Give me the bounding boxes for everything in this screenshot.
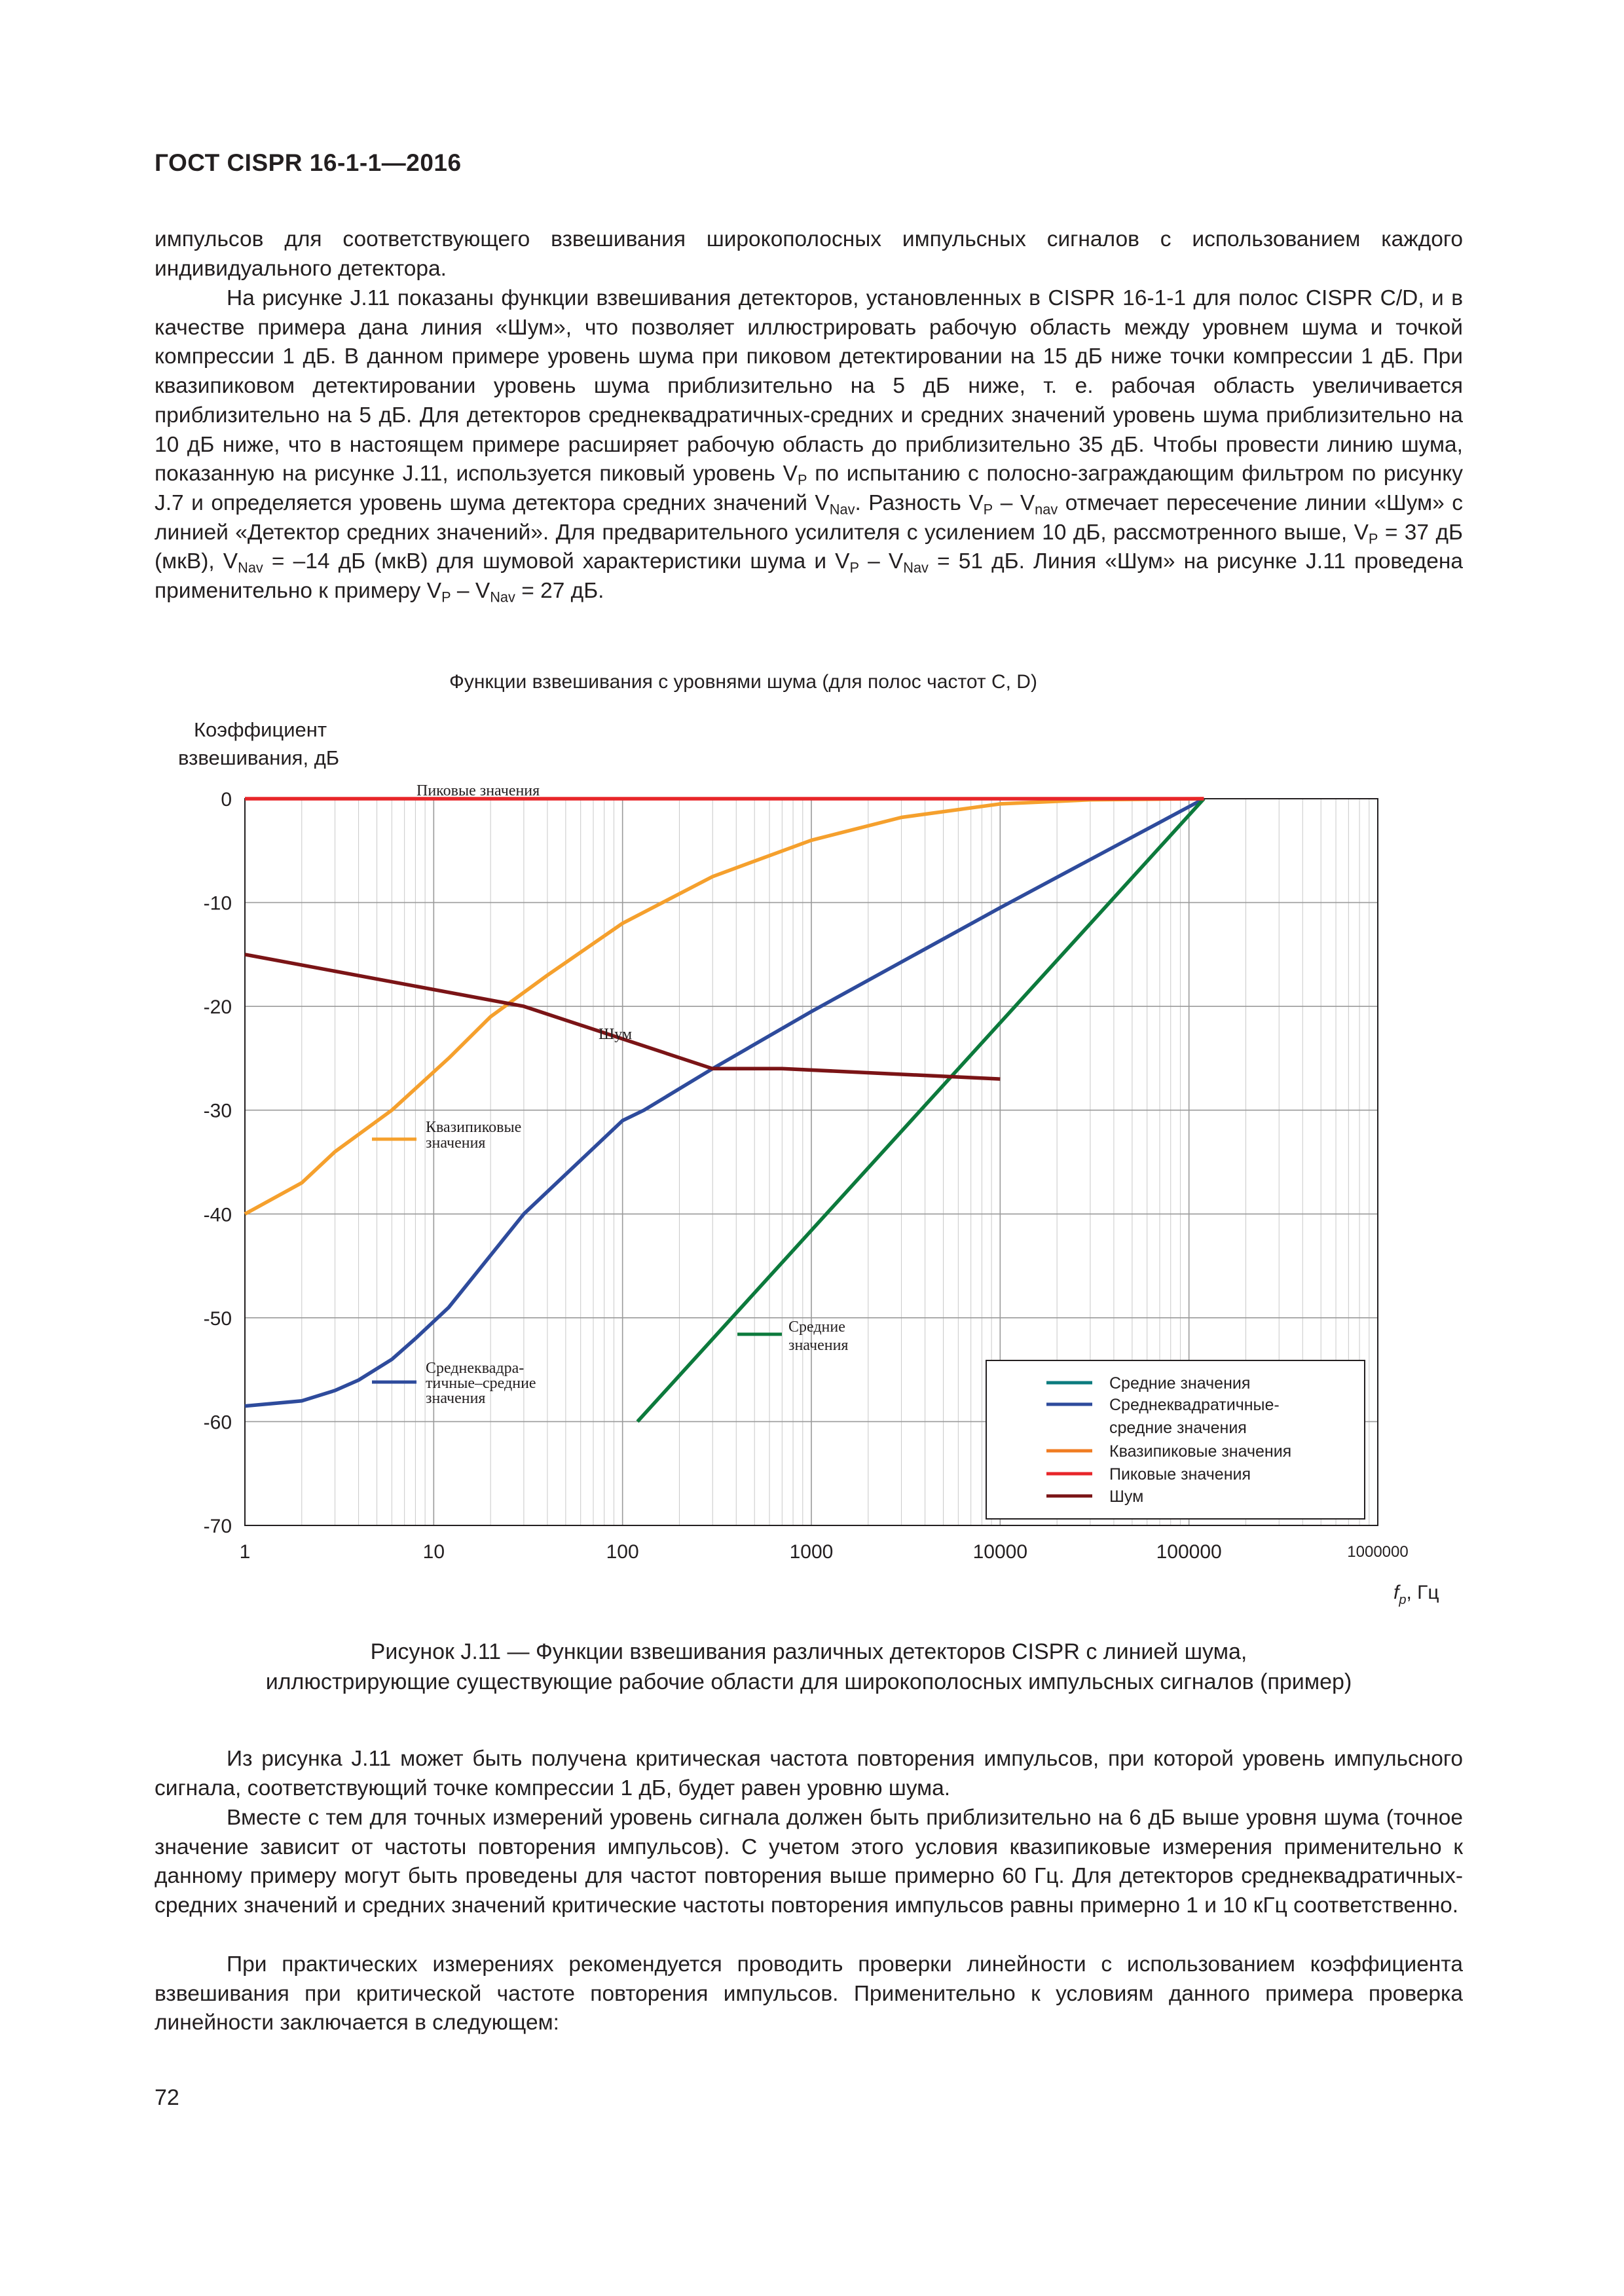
x-tick-label: 10 [422, 1541, 445, 1563]
series-line [245, 799, 1204, 1406]
x-axis-title-sub: p [1399, 1593, 1407, 1607]
legend-label-rms-average-line2: средние значения [1109, 1419, 1247, 1437]
subscript: P [441, 589, 451, 606]
legend-label-quasi-peak: Квазипиковые значения [1109, 1442, 1292, 1461]
y-axis-title-line1: Коэффициент [194, 718, 327, 741]
y-tick-label: -60 [203, 1412, 232, 1434]
figure-caption-line1: Рисунок J.11 — Функции взвешивания различных детекторов CISPR с линией шума, [370, 1639, 1247, 1664]
figure-caption [155, 1637, 1463, 1697]
paragraph-2 [155, 284, 1463, 606]
weighting-chart [155, 714, 1471, 1630]
text-segment: = –14 дБ (мкВ) для шумовой характеристики шума и V [263, 549, 850, 574]
text-segment: по испытанию с полосно-заграждающим фильтром по рисунку J.7 и определяется уровень шума детектора средних значений V [155, 462, 1463, 515]
subscript: Nav [829, 501, 855, 518]
text-segment: = 51 дБ. Линия «Шум» на рисунке J.11 проведена применительно к примеру V [155, 549, 1463, 604]
x-tick-label: 10000 [972, 1541, 1028, 1563]
figure-caption-line2: иллюстрирующие существующие рабочие области для широкополосных импульсных сигналов (пример) [265, 1669, 1352, 1694]
y-tick-label: -10 [203, 892, 232, 915]
text-segment: отмечает пересечение линии «Шум» с линией «Детектор средних значений». Для предварительного усилителя с усилением 10 дБ, рассмотренного выше, V [155, 490, 1464, 545]
document-header: ГОСТ CISPR 16-1-1—2016 [155, 149, 462, 176]
subscript: P [797, 471, 807, 488]
x-tick-label: 1000 [789, 1541, 834, 1563]
legend-label-noise: Шум [1109, 1487, 1144, 1506]
subscript: nav [1035, 501, 1058, 518]
paragraph-1: импульсов для соответствующего взвешивания широкополосных импульсных сигналов с использованием каждого индивидуального детектора. [155, 227, 1463, 281]
x-tick-label: 100 [606, 1541, 639, 1563]
peak-annotation: Пиковые значения [416, 782, 540, 799]
x-tick-label: 1000000 [1347, 1543, 1409, 1561]
subscript: Nav [490, 589, 515, 606]
avg-annotation-line2: значения [788, 1337, 849, 1354]
y-axis-tick-labels [204, 789, 232, 1537]
rms-annotation-line3: значения [426, 1390, 486, 1407]
qp-annotation-line1: Квазипиковые [426, 1119, 522, 1136]
x-axis-title [1393, 1582, 1439, 1607]
rms-annotation-line2: тичные–средние [426, 1375, 536, 1392]
subscript: Nav [238, 559, 263, 576]
y-tick-label: -20 [203, 996, 232, 1019]
legend-label-peak: Пиковые значения [1109, 1465, 1251, 1484]
x-axis-title-unit: , Гц [1406, 1582, 1439, 1603]
legend-label-average: Средние значения [1109, 1374, 1251, 1393]
chart-legend [986, 1360, 1365, 1519]
y-tick-label: -40 [203, 1204, 232, 1226]
y-tick-label: -30 [203, 1100, 232, 1122]
rms-annotation-line1: Среднеквадра- [426, 1360, 525, 1377]
y-axis-title-line2: взвешивания, дБ [178, 746, 340, 769]
x-axis-title-main: f [1393, 1582, 1399, 1603]
text-segment: . Разность V [855, 490, 984, 515]
noise-annotation: Шум [599, 1026, 633, 1043]
paragraph-4: Вместе с тем для точных измерений уровень сигнала должен быть приблизительно на 6 дБ выше уровня шума (точное значение зависит от частоты повторения импульсов). С учетом этого условия квазипиковые измерения применительно к данному примеру могут быть проведены для частот повторения выше примерно 60 Гц. Для детекторов среднеквадратичных-средних значений и средних значений критические частоты повторения импульсов равны примерно 1 и 10 кГц соответственно. [155, 1806, 1463, 1918]
y-tick-label: -50 [203, 1307, 232, 1330]
x-axis-tick-labels [240, 1541, 1409, 1563]
avg-annotation-line1: Средние [788, 1319, 845, 1336]
subscript: P [849, 559, 860, 576]
figure-title: Функции взвешивания с уровнями шума (для полос частот C, D) [449, 671, 1037, 693]
subscript: P [983, 501, 993, 518]
legend-label-rms-average-line1: Среднеквадратичные- [1109, 1396, 1280, 1414]
paragraph-3: Из рисунка J.11 может быть получена критическая частота повторения импульсов, при которой уровень импульсного сигнала, соответствующий точке компрессии 1 дБ, будет равен уровню шума. [155, 1747, 1463, 1800]
qp-annotation-line2: значения [426, 1135, 486, 1152]
subscript: Nav [903, 559, 929, 576]
y-tick-label: 0 [221, 789, 232, 811]
paragraph-5: При практических измерениях рекомендуется проводить проверки линейности с использованием коэффициента взвешивания при критической частоте повторения импульсов. Применительно к условиям данного примера проверка линейности заключается в следующем: [155, 1952, 1463, 2035]
x-tick-label: 100000 [1156, 1541, 1222, 1563]
text-segment: На рисунке J.11 показаны функции взвешивания детекторов, установленных в CISPR 16-1-1 для полос CISPR C/D, и в качестве примера дана линия «Шум», что позволяет иллюстрировать рабочую область между уровнем шума и точкой компрессии 1 дБ. В данном примере уровень шума при пиковом детектировании на 15 дБ ниже точки компрессии 1 дБ. При квазипиковом детектировании уровень шума приблизительно на 5 дБ ниже, т. е. рабочая область увеличивается приблизительно на 5 дБ. Для детекторов среднеквадратичных-средних и средних значений уровень шума приблизительно на 10 дБ ниже, что в настоящем примере расширяет рабочую область до приблизительно 35 дБ. Чтобы провести линию шума, показанную на рисунке J.11, используется пиковый уровень V [155, 286, 1463, 486]
page-number: 72 [155, 2085, 179, 2110]
text-segment: – V [451, 579, 490, 604]
text-segment: – V [859, 549, 904, 574]
x-tick-label: 1 [239, 1541, 251, 1563]
text-segment: – V [993, 490, 1035, 515]
text-segment: = 27 дБ. [515, 579, 604, 604]
subscript: P [1368, 530, 1378, 547]
text-segment: = 37 дБ (мкВ), V [155, 520, 1463, 574]
y-tick-label: -70 [203, 1516, 232, 1537]
